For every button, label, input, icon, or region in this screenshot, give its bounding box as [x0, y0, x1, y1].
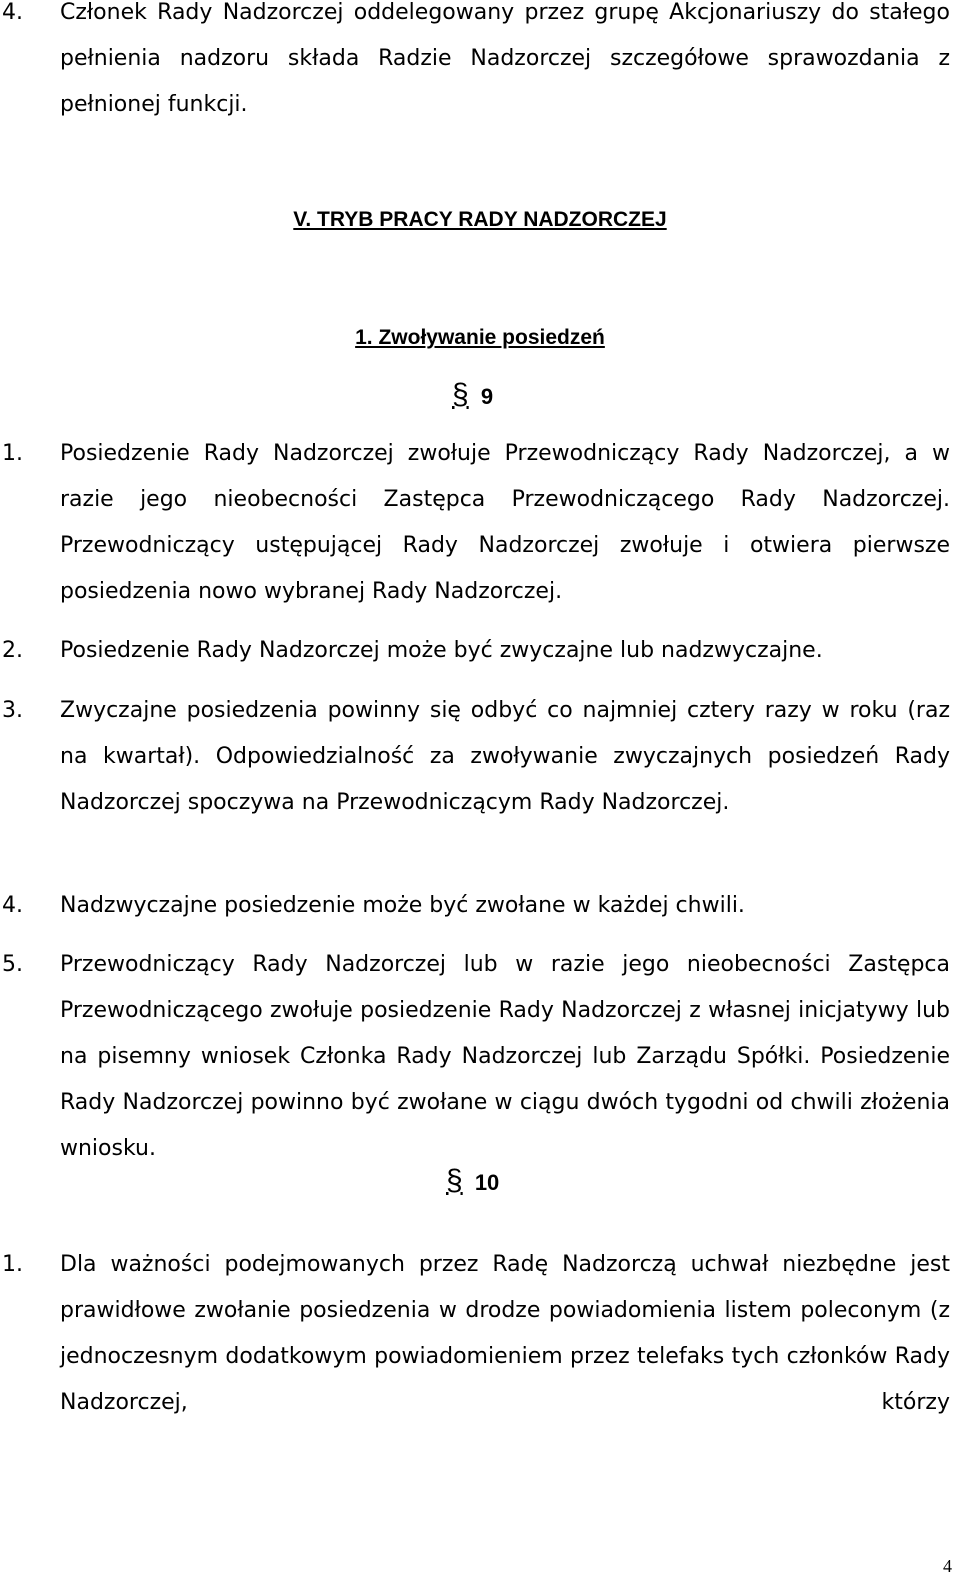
item-text: Nadzwyczajne posiedzenie może być zwołane w każdej chwili.	[60, 893, 745, 918]
item-number: 4.	[2, 893, 23, 918]
item-number: 3.	[2, 698, 23, 723]
item-text: Członek Rady Nadzorczej oddelegowany przez grupę Akcjonariuszy do stałego pełnienia nadzoru składa Radzie Nadzorczej szczegółowe sprawozdania z pełnionej funkcji.	[60, 0, 950, 117]
item-text: Posiedzenie Rady Nadzorczej może być zwyczajne lub nadzwyczajne.	[60, 638, 823, 663]
list-item	[2, 0, 950, 128]
page-number: 4	[943, 1556, 952, 1576]
list-item	[2, 628, 950, 674]
list-item	[2, 688, 950, 826]
item-text: Zwyczajne posiedzenia powinny się odbyć co najmniej cztery razy w roku (raz na kwartał). Odpowiedzialność za zwoływanie zwyczajnych posiedzeń Rady Nadzorczej spoczywa na Przewodniczącym Rady Nadzorczej.	[60, 698, 950, 815]
chapter-title: V. TRYB PRACY RADY NADZORCZEJ	[293, 208, 667, 231]
item-number: 4.	[2, 0, 23, 25]
list-item	[2, 883, 950, 929]
item-number: 5.	[2, 952, 23, 977]
list-item	[2, 1242, 950, 1426]
section-heading-9	[452, 378, 493, 412]
item-number: 1.	[2, 441, 23, 466]
section-number: 9	[480, 384, 494, 409]
item-text: Przewodniczący Rady Nadzorczej lub w razie jego nieobecności Zastępca Przewodniczącego zwołuje posiedzenie Rady Nadzorczej z własnej inicjatywy lub na pisemny wniosek Członka Rady Nadzorczej lub Zarządu Spółki. Posiedzenie Rady Nadzorczej powinno być zwołane w ciągu dwóch tygodni od chwili złożenia wniosku.	[60, 952, 950, 1161]
item-number: 2.	[2, 638, 23, 663]
section-symbol: §	[452, 378, 469, 411]
item-text: Posiedzenie Rady Nadzorczej zwołuje Przewodniczący Rady Nadzorczej, a w razie jego nieobecności Zastępca Przewodniczącego Rady Nadzorczej. Przewodniczący ustępującej Rady Nadzorczej zwołuje i otwiera pierwsze posiedzenia nowo wybranej Rady Nadzorczej.	[60, 441, 950, 604]
list-item	[2, 431, 950, 615]
section-symbol: §	[446, 1164, 463, 1197]
section-number: 10	[474, 1170, 500, 1195]
subchapter-title: 1. Zwoływanie posiedzeń	[355, 326, 605, 349]
section-heading-10	[446, 1164, 499, 1198]
list-item	[2, 942, 950, 1172]
item-number: 1.	[2, 1252, 23, 1277]
item-text: Dla ważności podejmowanych przez Radę Nadzorczą uchwał niezbędne jest prawidłowe zwołanie posiedzenia w drodze powiadomienia listem poleconym (z jednoczesnym dodatkowym powiadomieniem przez telefaks tych członków Rady Nadzorczej, którzy	[60, 1252, 950, 1415]
